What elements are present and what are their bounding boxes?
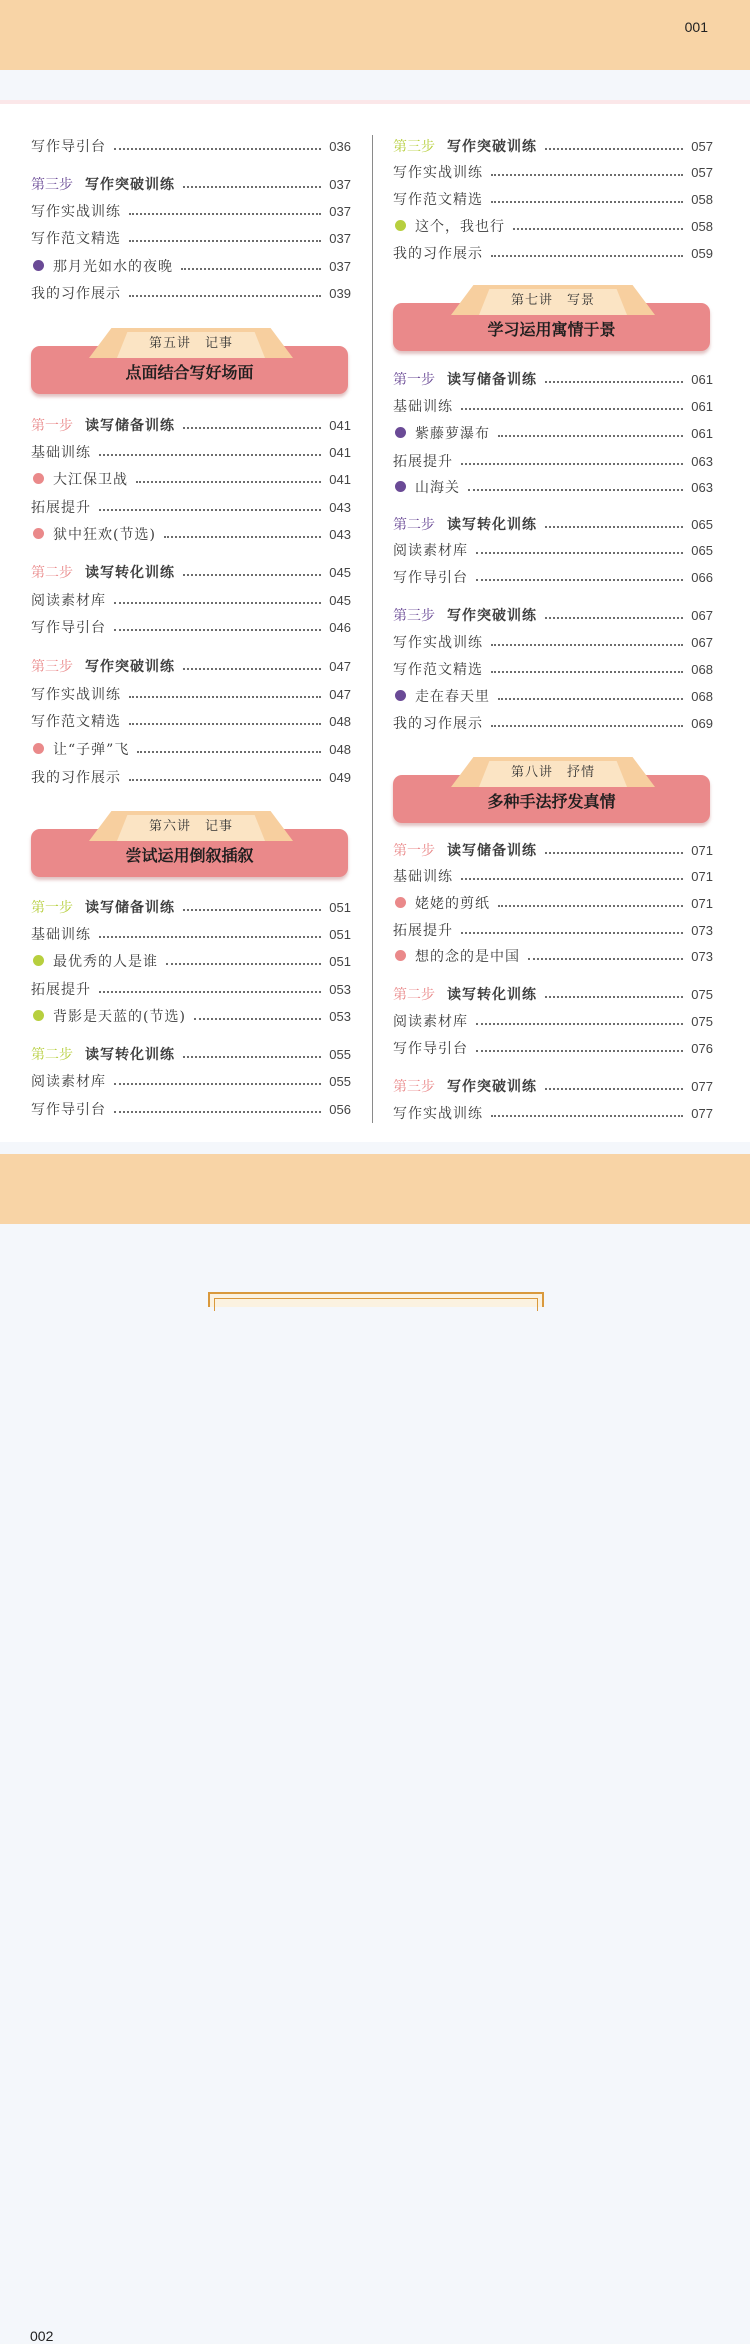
toc-entry-title: 写作实战训练: [31, 687, 121, 703]
dot-leader: [114, 629, 321, 631]
toc-page-number: 048: [329, 713, 351, 729]
toc-entry-row[interactable]: [31, 1098, 351, 1120]
toc-entry-title: 写作范文精选: [31, 231, 121, 247]
dot-leader: [476, 1050, 683, 1052]
dot-leader: [476, 1023, 683, 1025]
step-heading: 读写储备训练: [447, 843, 537, 859]
dot-leader: [491, 174, 683, 176]
toc-page-number: 077: [691, 1105, 713, 1121]
toc-entry-title: [31, 174, 175, 194]
dot-leader: [545, 996, 683, 998]
step-label: 第二步: [393, 987, 435, 1003]
toc-step-row[interactable]: [31, 173, 351, 195]
toc-article-row[interactable]: [31, 468, 351, 490]
toc-entry-title: 阅读素材库: [393, 543, 468, 559]
dot-leader: [545, 617, 683, 619]
dot-leader: [137, 751, 321, 753]
toc-entry-title: 我的习作展示: [31, 770, 121, 786]
page-number-bottom: 002: [30, 2328, 54, 2344]
toc-article-row[interactable]: [31, 1005, 351, 1027]
dot-leader: [498, 698, 683, 700]
bullet-dot-icon: [33, 528, 44, 539]
toc-page-number: 069: [691, 715, 713, 731]
toc-entry-title: 写作实战训练: [393, 1106, 483, 1122]
toc-entry-row[interactable]: [393, 188, 713, 210]
toc-entry-title: [393, 136, 537, 156]
toc-entry-title: 拓展提升: [393, 923, 453, 939]
toc-page-number: 058: [691, 191, 713, 207]
toc-page-number: 065: [691, 516, 713, 532]
toc-entry-title: 我的习作展示: [393, 716, 483, 732]
step-heading: 写作突破训练: [85, 659, 175, 675]
lesson-title: 多种手法抒发真情: [487, 792, 616, 811]
toc-entry-title: [393, 840, 537, 860]
toc-entry-title: 阅读素材库: [31, 593, 106, 609]
toc-entry-row[interactable]: [31, 227, 351, 249]
dot-leader: [183, 574, 321, 576]
toc-page-number: 041: [329, 444, 351, 460]
toc-page-number: 051: [329, 899, 351, 915]
toc-step-row[interactable]: [31, 414, 351, 436]
toc-article-row[interactable]: [31, 523, 351, 545]
toc-entry-row[interactable]: [31, 496, 351, 518]
step-heading: 读写储备训练: [447, 372, 537, 388]
toc-page-number: 047: [329, 686, 351, 702]
toc-entry-row[interactable]: [31, 282, 351, 304]
dot-leader: [114, 1083, 321, 1085]
toc-entry-title: 拓展提升: [393, 454, 453, 470]
step-label: 第三步: [393, 608, 435, 624]
toc-entry-title: 紫藤萝瀑布: [415, 426, 490, 442]
dot-leader: [164, 536, 321, 538]
toc-entry-title: 狱中狂欢(节选): [53, 527, 156, 543]
toc-article-row[interactable]: [31, 950, 351, 972]
dot-leader: [183, 1056, 321, 1058]
dot-leader: [468, 489, 683, 491]
toc-article-row[interactable]: [31, 738, 351, 760]
step-heading: 写作突破训练: [85, 177, 175, 193]
toc-article-row[interactable]: [393, 215, 713, 237]
toc-page-number: 037: [329, 230, 351, 246]
toc-entry-title: 拓展提升: [31, 982, 91, 998]
toc-entry-title: 我的习作展示: [393, 246, 483, 262]
toc-step-row[interactable]: [31, 561, 351, 583]
step-label: 第三步: [31, 659, 73, 675]
toc-page-number: 047: [329, 658, 351, 674]
toc-article-row[interactable]: [393, 945, 713, 967]
dot-leader: [461, 463, 683, 465]
toc-entry-title: 写作导引台: [31, 620, 106, 636]
dot-leader: [129, 213, 321, 215]
top-page-band: [0, 0, 750, 70]
toc-entry-title: 山海关: [415, 480, 460, 496]
toc-article-row[interactable]: [393, 476, 713, 498]
toc-page-number: 049: [329, 769, 351, 785]
toc-page-number: 055: [329, 1046, 351, 1062]
toc-entry-title: 写作实战训练: [393, 165, 483, 181]
toc-entry-title: [393, 514, 537, 534]
dot-leader: [528, 958, 683, 960]
toc-step-row[interactable]: [393, 368, 713, 390]
toc-entry-title: [393, 984, 537, 1004]
toc-entry-title: 基础训练: [31, 927, 91, 943]
toc-article-row[interactable]: [393, 685, 713, 707]
toc-page-number: 045: [329, 592, 351, 608]
dot-leader: [491, 725, 683, 727]
toc-page-number: 043: [329, 526, 351, 542]
lesson-number-label: 第八讲 抒情: [510, 765, 595, 780]
toc-step-row[interactable]: [393, 513, 713, 535]
toc-entry-row[interactable]: [393, 161, 713, 183]
lesson-number-label: 第六讲 记事: [148, 819, 233, 834]
step-label: 第二步: [31, 1047, 73, 1063]
toc-entry-row[interactable]: [393, 395, 713, 417]
dot-leader: [491, 1115, 683, 1117]
toc-page-number: 077: [691, 1078, 713, 1094]
dot-leader: [491, 671, 683, 673]
toc-page-number: 051: [329, 953, 351, 969]
dot-leader: [129, 779, 321, 781]
toc-page-number: 066: [691, 569, 713, 585]
lesson-tab: [451, 285, 655, 315]
dot-leader: [545, 381, 683, 383]
toc-page-number: 061: [691, 425, 713, 441]
toc-entry-title: 写作导引台: [393, 1041, 468, 1057]
dot-leader: [491, 644, 683, 646]
bullet-dot-icon: [395, 220, 406, 231]
toc-entry-title: 基础训练: [31, 445, 91, 461]
dot-leader: [491, 255, 683, 257]
toc-entry-row[interactable]: [31, 923, 351, 945]
toc-entry-row[interactable]: [31, 616, 351, 638]
dot-leader: [99, 509, 321, 511]
dot-leader: [136, 481, 321, 483]
toc-entry-title: [393, 369, 537, 389]
lesson-tab: [89, 811, 293, 841]
bullet-dot-icon: [33, 955, 44, 966]
toc-page-number: 075: [691, 1013, 713, 1029]
dot-leader: [183, 909, 321, 911]
step-heading: 写作突破训练: [447, 139, 537, 155]
toc-entry-row[interactable]: [393, 450, 713, 472]
lesson-number-label: 第七讲 写景: [510, 293, 595, 308]
dot-leader: [183, 668, 321, 670]
dot-leader: [129, 240, 321, 242]
toc-page-number: 053: [329, 981, 351, 997]
toc-page-number: 045: [329, 564, 351, 580]
toc-entry-row[interactable]: [393, 242, 713, 264]
dot-leader: [129, 723, 321, 725]
dot-leader: [99, 936, 321, 938]
dot-leader: [181, 268, 321, 270]
dot-leader: [129, 696, 321, 698]
toc-entry-title: [31, 656, 175, 676]
toc-entry-title: [31, 562, 175, 582]
dot-leader: [166, 963, 321, 965]
step-label: 第三步: [31, 177, 73, 193]
toc-entry-title: 姥姥的剪纸: [415, 896, 490, 912]
toc-page-number: 041: [329, 417, 351, 433]
bottom-page-band: [0, 1154, 750, 2344]
dot-leader: [129, 295, 321, 297]
dot-leader: [194, 1018, 321, 1020]
toc-entry-row[interactable]: [31, 978, 351, 1000]
step-heading: 读写转化训练: [85, 1047, 175, 1063]
step-label: 第一步: [393, 843, 435, 859]
dot-leader: [183, 186, 321, 188]
step-heading: 写作突破训练: [447, 608, 537, 624]
book-edge-decoration: [208, 1292, 544, 1307]
step-heading: 读写储备训练: [85, 900, 175, 916]
toc-entry-title: 基础训练: [393, 399, 453, 415]
toc-entry-title: 走在春天里: [415, 689, 490, 705]
page-number-top: 001: [684, 19, 708, 35]
toc-entry-title: 写作实战训练: [393, 635, 483, 651]
toc-entry-row[interactable]: [31, 1070, 351, 1092]
toc-entry-row[interactable]: [31, 441, 351, 463]
toc-entry-title: 写作导引台: [31, 139, 106, 155]
toc-entry-row[interactable]: [393, 712, 713, 734]
toc-entry-row[interactable]: [393, 658, 713, 680]
toc-step-row[interactable]: [393, 1075, 713, 1097]
toc-entry-title: 基础训练: [393, 869, 453, 885]
toc-entry-row[interactable]: [393, 631, 713, 653]
lesson-banner: [31, 328, 348, 398]
step-label: 第二步: [393, 517, 435, 533]
toc-step-row[interactable]: [31, 655, 351, 677]
step-label: 第二步: [31, 565, 73, 581]
toc-page-number: 065: [691, 542, 713, 558]
toc-page-number: 061: [691, 398, 713, 414]
lesson-tab: [451, 757, 655, 787]
bullet-dot-icon: [33, 743, 44, 754]
dot-leader: [461, 408, 683, 410]
toc-article-row[interactable]: [31, 255, 351, 277]
bullet-dot-icon: [395, 481, 406, 492]
toc-page-number: 071: [691, 868, 713, 884]
step-label: 第一步: [31, 418, 73, 434]
toc-page-number: 048: [329, 741, 351, 757]
bullet-dot-icon: [395, 427, 406, 438]
step-heading: 读写转化训练: [85, 565, 175, 581]
toc-entry-title: 让“子弹”飞: [53, 742, 130, 758]
toc-page-number: 043: [329, 499, 351, 515]
toc-page-number: 059: [691, 245, 713, 261]
toc-step-row[interactable]: [393, 604, 713, 626]
dot-leader: [114, 148, 321, 150]
lesson-banner: [393, 757, 710, 827]
dot-leader: [545, 852, 683, 854]
toc-entry-row[interactable]: [31, 135, 351, 157]
toc-entry-title: 写作范文精选: [393, 192, 483, 208]
step-heading: 写作突破训练: [447, 1079, 537, 1095]
bullet-dot-icon: [395, 950, 406, 961]
toc-page-number: 051: [329, 926, 351, 942]
toc-page-number: 041: [329, 471, 351, 487]
toc-entry-title: 写作范文精选: [393, 662, 483, 678]
dot-leader: [99, 991, 321, 993]
toc-page-number: 068: [691, 688, 713, 704]
toc-entry-row[interactable]: [393, 865, 713, 887]
toc-step-row[interactable]: [393, 839, 713, 861]
dot-leader: [545, 1088, 683, 1090]
toc-page-number: 071: [691, 842, 713, 858]
toc-entry-row[interactable]: [31, 766, 351, 788]
toc-entry-title: [31, 897, 175, 917]
toc-entry-row[interactable]: [393, 1037, 713, 1059]
dot-leader: [498, 435, 683, 437]
toc-entry-row[interactable]: [31, 683, 351, 705]
toc-entry-title: 这个，我也行: [415, 219, 505, 235]
toc-page-number: 063: [691, 453, 713, 469]
step-heading: 读写储备训练: [85, 418, 175, 434]
toc-article-row[interactable]: [393, 892, 713, 914]
dot-leader: [491, 201, 683, 203]
step-label: 第一步: [31, 900, 73, 916]
dot-leader: [513, 228, 683, 230]
bullet-dot-icon: [395, 690, 406, 701]
dot-leader: [461, 932, 683, 934]
bullet-dot-icon: [33, 260, 44, 271]
bullet-dot-icon: [395, 897, 406, 908]
toc-entry-title: 写作导引台: [393, 570, 468, 586]
toc-page-number: 057: [691, 138, 713, 154]
toc-page-number: 037: [329, 203, 351, 219]
dot-leader: [476, 579, 683, 581]
dot-leader: [183, 427, 321, 429]
step-label: 第三步: [393, 139, 435, 155]
toc-page-number: 067: [691, 607, 713, 623]
toc-entry-row[interactable]: [393, 919, 713, 941]
toc-entry-row[interactable]: [393, 566, 713, 588]
toc-entry-title: 最优秀的人是谁: [53, 954, 158, 970]
lesson-number-label: 第五讲 记事: [148, 336, 233, 351]
toc-entry-title: 写作实战训练: [31, 204, 121, 220]
toc-entry-row[interactable]: [393, 1102, 713, 1124]
toc-page-number: 053: [329, 1008, 351, 1024]
dot-leader: [498, 905, 683, 907]
toc-entry-title: 阅读素材库: [393, 1014, 468, 1030]
step-label: 第一步: [393, 372, 435, 388]
toc-entry-row[interactable]: [31, 710, 351, 732]
bullet-dot-icon: [33, 473, 44, 484]
step-heading: 读写转化训练: [447, 517, 537, 533]
toc-page-number: 037: [329, 176, 351, 192]
toc-entry-title: 阅读素材库: [31, 1074, 106, 1090]
toc-entry-title: 想的念的是中国: [415, 949, 520, 965]
toc-step-row[interactable]: [31, 896, 351, 918]
toc-page-number: 071: [691, 895, 713, 911]
toc-article-row[interactable]: [393, 422, 713, 444]
toc-page-number: 056: [329, 1101, 351, 1117]
lesson-title: 点面结合写好场面: [125, 363, 254, 382]
dot-leader: [99, 454, 321, 456]
toc-entry-row[interactable]: [31, 200, 351, 222]
lesson-banner: [31, 811, 348, 881]
toc-entry-title: 写作导引台: [31, 1102, 106, 1118]
toc-entry-title: 我的习作展示: [31, 286, 121, 302]
toc-page-number: 055: [329, 1073, 351, 1089]
lesson-tab: [89, 328, 293, 358]
dot-leader: [114, 602, 321, 604]
toc-entry-title: [31, 1044, 175, 1064]
lesson-banner: [393, 285, 710, 355]
bullet-dot-icon: [33, 1010, 44, 1021]
toc-page-number: 073: [691, 922, 713, 938]
dot-leader: [114, 1111, 321, 1113]
lesson-title: 学习运用寓情于景: [487, 320, 616, 339]
toc-page-number: 073: [691, 948, 713, 964]
step-heading: 读写转化训练: [447, 987, 537, 1003]
toc-entry-title: 那月光如水的夜晚: [53, 259, 173, 275]
lesson-title: 尝试运用倒叙插叙: [125, 846, 254, 865]
toc-page-number: 037: [329, 258, 351, 274]
toc-step-row[interactable]: [393, 135, 713, 157]
toc-step-row[interactable]: [393, 983, 713, 1005]
toc-page-number: 036: [329, 138, 351, 154]
dot-leader: [461, 878, 683, 880]
toc-entry-row[interactable]: [31, 589, 351, 611]
toc-entry-title: [393, 1076, 537, 1096]
column-divider: [372, 135, 373, 1123]
toc-entry-title: 写作范文精选: [31, 714, 121, 730]
toc-page-number: 058: [691, 218, 713, 234]
dot-leader: [476, 552, 683, 554]
toc-page-number: 039: [329, 285, 351, 301]
toc-entry-title: [393, 605, 537, 625]
toc-page-number: 068: [691, 661, 713, 677]
toc-entry-title: [31, 415, 175, 435]
toc-page-number: 067: [691, 634, 713, 650]
dot-leader: [545, 148, 683, 150]
toc-step-row[interactable]: [31, 1043, 351, 1065]
dot-leader: [545, 526, 683, 528]
toc-page-number: 057: [691, 164, 713, 180]
toc-page-number: 075: [691, 986, 713, 1002]
toc-entry-title: 大江保卫战: [53, 472, 128, 488]
toc-page-number: 076: [691, 1040, 713, 1056]
toc-entry-row[interactable]: [393, 539, 713, 561]
toc-page-number: 063: [691, 479, 713, 495]
toc-page-number: 061: [691, 371, 713, 387]
toc-entry-row[interactable]: [393, 1010, 713, 1032]
step-label: 第三步: [393, 1079, 435, 1095]
toc-entry-title: 拓展提升: [31, 500, 91, 516]
toc-entry-title: 背影是天蓝的(节选): [53, 1009, 186, 1025]
toc-page-number: 046: [329, 619, 351, 635]
